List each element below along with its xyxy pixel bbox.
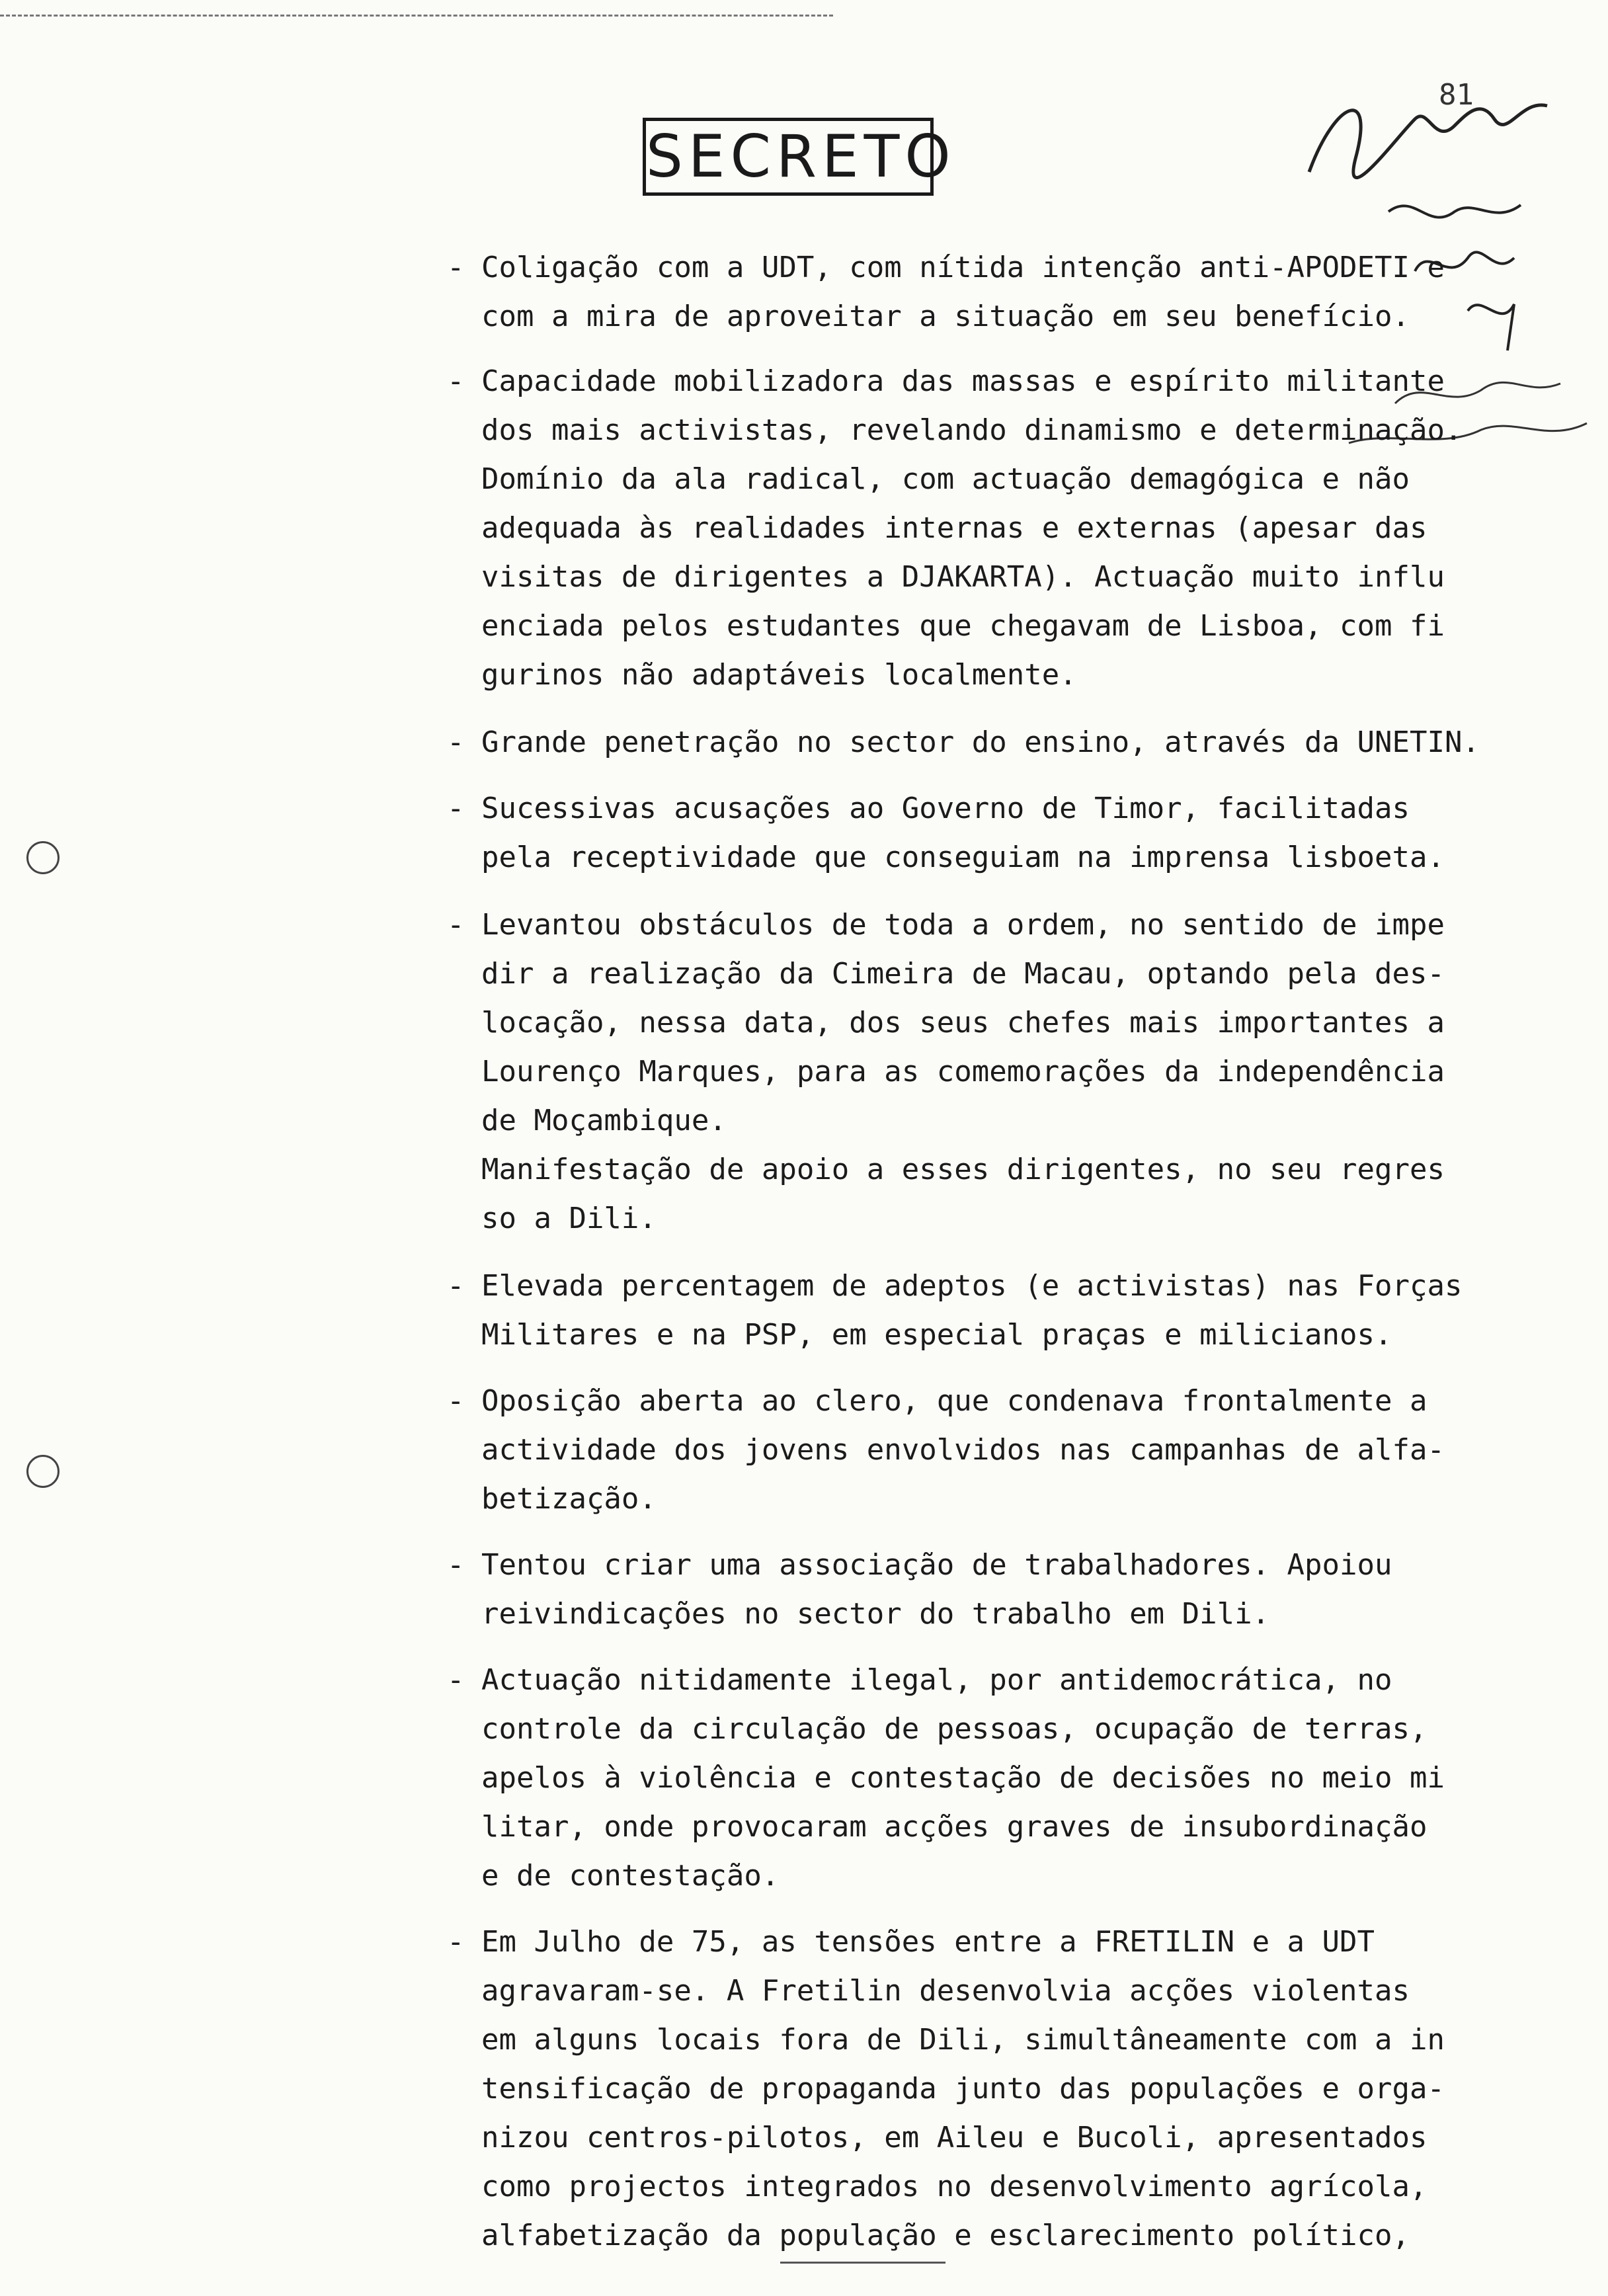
bullet-dash: -: [447, 1384, 465, 1418]
text-line: gurinos não adaptáveis localmente.: [481, 658, 1077, 692]
list-item: [447, 243, 1513, 341]
text-line: Levantou obstáculos de toda a ordem, no sentido de impe: [481, 908, 1445, 942]
list-item: [447, 1262, 1513, 1360]
bullet-dash: -: [447, 792, 465, 825]
text-line: Oposição aberta ao clero, que condenava frontalmente a: [481, 1384, 1427, 1418]
text-line: locação, nessa data, dos seus chefes mais importantes a: [481, 1006, 1445, 1040]
top-edge-mark: [0, 15, 833, 17]
text-line: tensificação de propaganda junto das populações e orga-: [481, 2072, 1445, 2106]
text-line: apelos à violência e contestação de decisões no meio mi: [481, 1761, 1445, 1795]
text-line: litar, onde provocaram acções graves de insubordinação: [481, 1810, 1427, 1844]
text-line: Grande penetração no sector do ensino, através da UNETIN.: [481, 725, 1480, 759]
text-line: Sucessivas acusações ao Governo de Timor, facilitadas: [481, 792, 1410, 825]
list-item: [447, 901, 1513, 1243]
text-line: Manifestação de apoio a esses dirigentes, no seu regres: [481, 1153, 1445, 1186]
text-line: de Moçambique.: [481, 1104, 727, 1137]
bullet-dash: -: [447, 908, 465, 942]
bullet-dash: -: [447, 1269, 465, 1303]
text-line: Militares e na PSP, em especial praças e milicianos.: [481, 1318, 1392, 1352]
secret-stamp: SECRETO: [643, 118, 934, 196]
text-line: enciada pelos estudantes que chegavam de Lisboa, com fi: [481, 609, 1445, 643]
text-line: alfabetização da população e esclarecimento político,: [481, 2219, 1410, 2252]
list-item: [447, 357, 1513, 700]
text-line: Capacidade mobilizadora das massas e espírito militante: [481, 364, 1445, 398]
bottom-scan-mark: [780, 2262, 945, 2283]
text-line: Em Julho de 75, as tensões entre a FRETILIN e a UDT: [481, 1925, 1375, 1959]
bullet-dash: -: [447, 1925, 465, 1959]
text-line: com a mira de aproveitar a situação em seu benefício.: [481, 300, 1410, 333]
text-line: Tentou criar uma associação de trabalhadores. Apoiou: [481, 1548, 1392, 1582]
text-line: adequada às realidades internas e externas (apesar das: [481, 511, 1427, 545]
text-line: so a Dili.: [481, 1202, 657, 1235]
text-line: Lourenço Marques, para as comemorações da independência: [481, 1055, 1445, 1088]
text-line: dos mais activistas, revelando dinamismo e determinação.: [481, 413, 1463, 447]
text-line: nizou centros-pilotos, em Aileu e Bucoli, apresentados: [481, 2121, 1427, 2154]
text-line: em alguns locais fora de Dili, simultâneamente com a in: [481, 2023, 1445, 2057]
punch-hole-bottom: [26, 1455, 60, 1488]
text-line: controle da circulação de pessoas, ocupação de terras,: [481, 1712, 1427, 1746]
page-number: 81: [1439, 78, 1474, 112]
bullet-dash: -: [447, 1663, 465, 1697]
text-line: Elevada percentagem de adeptos (e activistas) nas Forças: [481, 1269, 1463, 1303]
bullet-dash: -: [447, 725, 465, 759]
text-line: reivindicações no sector do trabalho em Dili.: [481, 1597, 1270, 1631]
list-item: [447, 1541, 1513, 1639]
list-item: [447, 784, 1513, 882]
text-line: agravaram-se. A Fretilin desenvolvia acções violentas: [481, 1974, 1410, 2008]
list-item: [447, 718, 1513, 767]
text-line: visitas de dirigentes a DJAKARTA). Actuação muito influ: [481, 560, 1445, 594]
list-item: [447, 1656, 1513, 1901]
bullet-dash: -: [447, 251, 465, 284]
list-item: [447, 1377, 1513, 1524]
text-line: como projectos integrados no desenvolvimento agrícola,: [481, 2170, 1427, 2203]
text-line: dir a realização da Cimeira de Macau, optando pela des-: [481, 957, 1445, 991]
text-line: pela receptividade que conseguiam na imprensa lisboeta.: [481, 840, 1445, 874]
punch-hole-top: [26, 841, 60, 874]
text-line: Coligação com a UDT, com nítida intenção anti-APODETI e: [481, 251, 1445, 284]
text-line: Domínio da ala radical, com actuação demagógica e não: [481, 462, 1410, 496]
list-item: [447, 1918, 1513, 2260]
text-line: e de contestação.: [481, 1859, 780, 1893]
text-line: Actuação nitidamente ilegal, por antidemocrática, no: [481, 1663, 1392, 1697]
text-line: actividade dos jovens envolvidos nas campanhas de alfa-: [481, 1433, 1445, 1467]
bullet-dash: -: [447, 364, 465, 398]
bullet-dash: -: [447, 1548, 465, 1582]
text-line: betização.: [481, 1482, 657, 1516]
